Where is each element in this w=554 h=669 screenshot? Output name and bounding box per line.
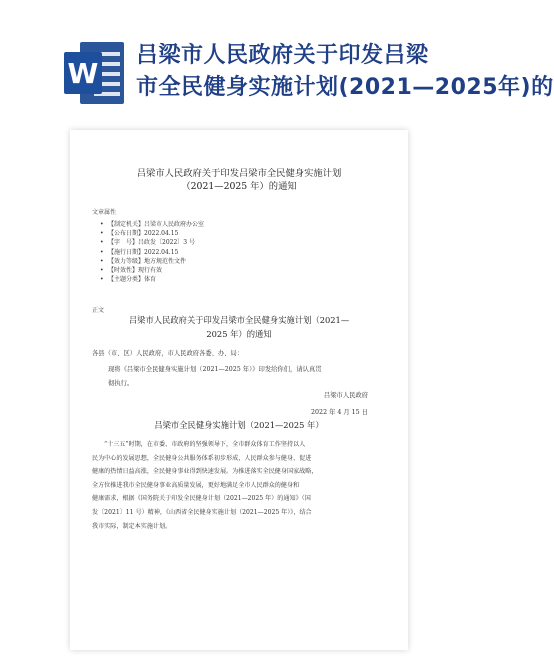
paragraph-line: 发〔2021〕11 号）精神，《山西省全民健身实施计划（2021—2025 年）》，结合 [92, 508, 312, 516]
word-icon [64, 38, 126, 108]
paragraph-line: 健康需求，根据《国务院关于印发全民健身计划（2021—2025 年）的通知》（国 [92, 495, 311, 503]
svg-text:W: W [67, 57, 99, 90]
issue-date: 2022 年 4 月 15 日 [311, 409, 368, 416]
banner-title-line2: 市全民健身实施计划(2021—2025年)的 [136, 75, 554, 100]
notice-title-line1: 吕梁市人民政府关于印发吕梁市全民健身实施计划（2021— [128, 315, 350, 325]
banner [0, 0, 554, 140]
attribute-item: • 【效力等级】地方规范性文件 [100, 257, 204, 266]
attribute-item: • 【施行日期】2022.04.15 [100, 248, 204, 257]
paragraph-line: 全方位推进我市全民健身事业高质量发展，更好地满足全市人民群众的健身和 [92, 481, 300, 489]
body-heading: 正文 [92, 307, 105, 314]
attribute-item: • 【字 号】吕政发〔2022〕3 号 [100, 238, 204, 247]
banner-title-line1: 吕梁市人民政府关于印发吕梁 [136, 43, 429, 68]
body-paragraph [92, 438, 392, 533]
notice-title-line2: 2025 年）的通知 [206, 329, 272, 339]
plan-title: 吕梁市全民健身实施计划（2021—2025 年） [154, 420, 324, 430]
attributes-heading: 文章属性 [92, 209, 117, 216]
forward-line1: 现将《吕梁市全民健身实施计划（2021—2025 年）》印发给你们，请认真贯 [108, 366, 322, 373]
document-title-line1: 吕梁市人民政府关于印发吕梁市全民健身实施计划 [136, 168, 342, 179]
attributes-list [100, 220, 204, 284]
document-title-line2: （2021—2025 年）的通知 [181, 181, 297, 192]
addressee: 各县（市、区）人民政府，市人民政府各委、办、局： [92, 350, 244, 357]
attribute-item: • 【主题分类】体育 [100, 275, 204, 284]
paragraph-line: “十三五”时期，在市委、市政府的坚强领导下，全市群众体育工作坚持以人 [104, 441, 306, 448]
document-page [70, 130, 408, 650]
paragraph-line: 我市实际，制定本实施计划。 [92, 522, 172, 530]
forward-line2: 彻执行。 [108, 380, 134, 387]
paragraph-line: 民为中心的发展思想，全民健身公共服务体系初步形成，人民群众参与健身、促进 [92, 454, 312, 462]
signer: 吕梁市人民政府 [323, 392, 368, 399]
attribute-item: • 【公布日期】2022.04.15 [100, 229, 204, 238]
paragraph-line: 健康的热情日益高涨，全民健身事业得到快速发展。为推进落实全民健身国家战略， [92, 468, 318, 476]
attribute-item: • 【制定机关】吕梁市人民政府办公室 [100, 220, 204, 229]
attribute-item: • 【时效性】现行有效 [100, 266, 204, 275]
